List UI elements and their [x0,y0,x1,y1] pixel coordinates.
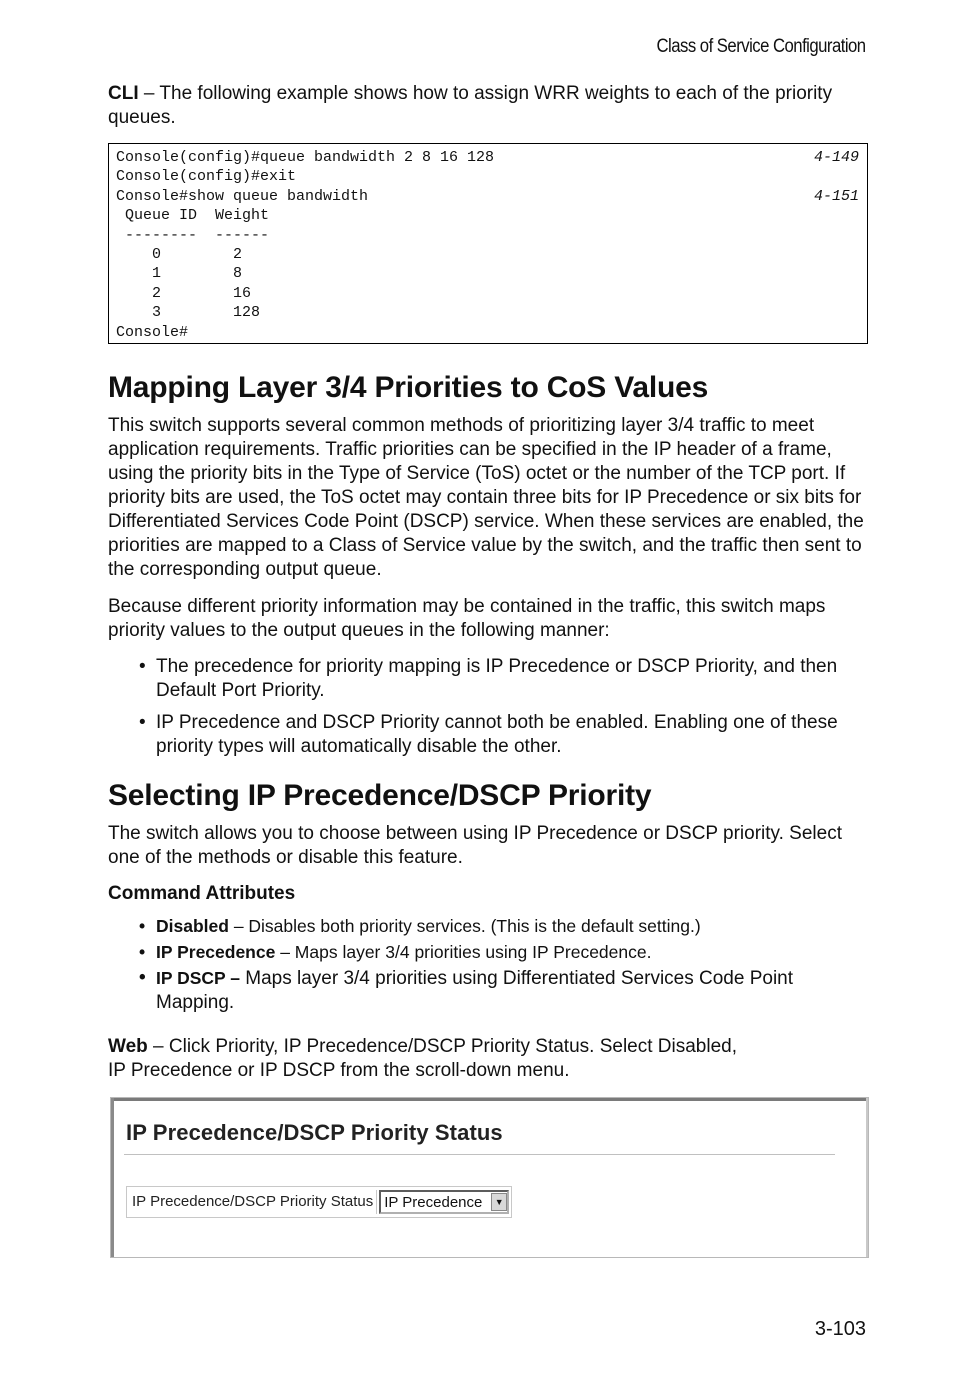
code-line: 2 16 [116,284,252,302]
running-header: Class of Service Configuration [656,36,866,57]
list-item: • Disabled – Disables both priority services. (This is the default setting.) [139,916,701,936]
cli-intro [108,82,868,130]
list-item: • IP Precedence and DSCP Priority cannot both be enabled. Enabling one of these priority types will automatically disable the other. [139,712,838,757]
mapping-paragraph-1: This switch supports several common methods of prioritizing layer 3/4 traffic to meet application requirements. Traffic priorities can be specified in the IP header of a frame, using the priority bits in the Type of Service (ToS) octet or the number of the TCP port. If priority bits are used, the ToS octet may contain three bits for IP Precedence or six bits for Differentiated Services Code Point (DSCP) service. When these services are enabled, the priorities are mapped to a Class of Service value by the switch, and the traffic then sent to the corresponding output queue. [108,415,864,580]
mapping-paragraph-2: Because different priority information may be contained in the traffic, this switch maps priority values to the output queues in the following manner: [108,596,826,641]
code-line: Console# [116,323,189,341]
section-heading-selecting: Selecting IP Precedence/DSCP Priority [108,779,652,812]
frame-border [111,1098,868,1101]
code-line: 1 8 [116,265,243,283]
command-attributes-list [108,914,868,1015]
chevron-down-icon[interactable]: ▼ [491,1193,507,1211]
list-item: • IP Precedence – Maps layer 3/4 priorities using IP Precedence. [139,942,652,962]
command-attributes-heading: Command Attributes [108,883,296,904]
code-line: 3 128 [116,304,261,322]
web-instruction: Web – Click Priority, IP Precedence/DSCP Priority Status. Select Disabled, IP Precedence or IP DSCP from the scroll-down menu. [108,1036,737,1081]
priority-status-select[interactable] [379,1190,509,1214]
section-heading-mapping: Mapping Layer 3/4 Priorities to CoS Values [108,371,709,404]
code-line: Console(config)#exit [116,168,297,186]
priority-status-row [126,1186,512,1218]
cli-label: CLI [108,83,139,104]
selected-value: IP Precedence [384,1193,483,1211]
frame-border [866,1098,868,1257]
bullet-icon: • [139,656,146,677]
code-line: Queue ID Weight [116,207,270,225]
code-line: Console(config)#queue bandwidth 2 8 16 128 4-149 [116,149,859,166]
code-line: 0 2 [116,246,243,263]
page-number: 3-103 [814,1318,866,1340]
bullet-icon: • [139,916,146,936]
code-block [108,143,868,344]
bullet-icon: • [139,942,146,962]
divider [124,1154,835,1155]
code-line: Console#show queue bandwidth 4-151 [116,187,859,205]
mapping-bullet-list [108,655,868,759]
priority-status-label: IP Precedence/DSCP Priority Status [129,1190,377,1214]
frame-border [111,1098,114,1257]
web-page-title: IP Precedence/DSCP Priority Status [126,1120,503,1145]
page-reference: 4-151 [813,187,859,205]
page-reference: 4-149 [813,149,859,166]
cli-intro-text: – The following example shows how to assign WRR weights to each of the priority queues. [108,83,833,128]
list-item: • IP DSCP – Maps layer 3/4 priorities using Differentiated Services Code Point Mapping. [139,967,794,1013]
bullet-icon: • [139,967,146,988]
list-item: • The precedence for priority mapping is IP Precedence or DSCP Priority, and then Default Port Priority. [139,656,838,701]
selecting-paragraph: The switch allows you to choose between using IP Precedence or DSCP priority. Select one of the methods or disable this feature. [108,823,842,868]
bullet-icon: • [139,712,146,733]
web-ui-screenshot [110,1097,869,1258]
web-label: Web [108,1036,148,1057]
code-line: -------- ------ [116,226,270,244]
